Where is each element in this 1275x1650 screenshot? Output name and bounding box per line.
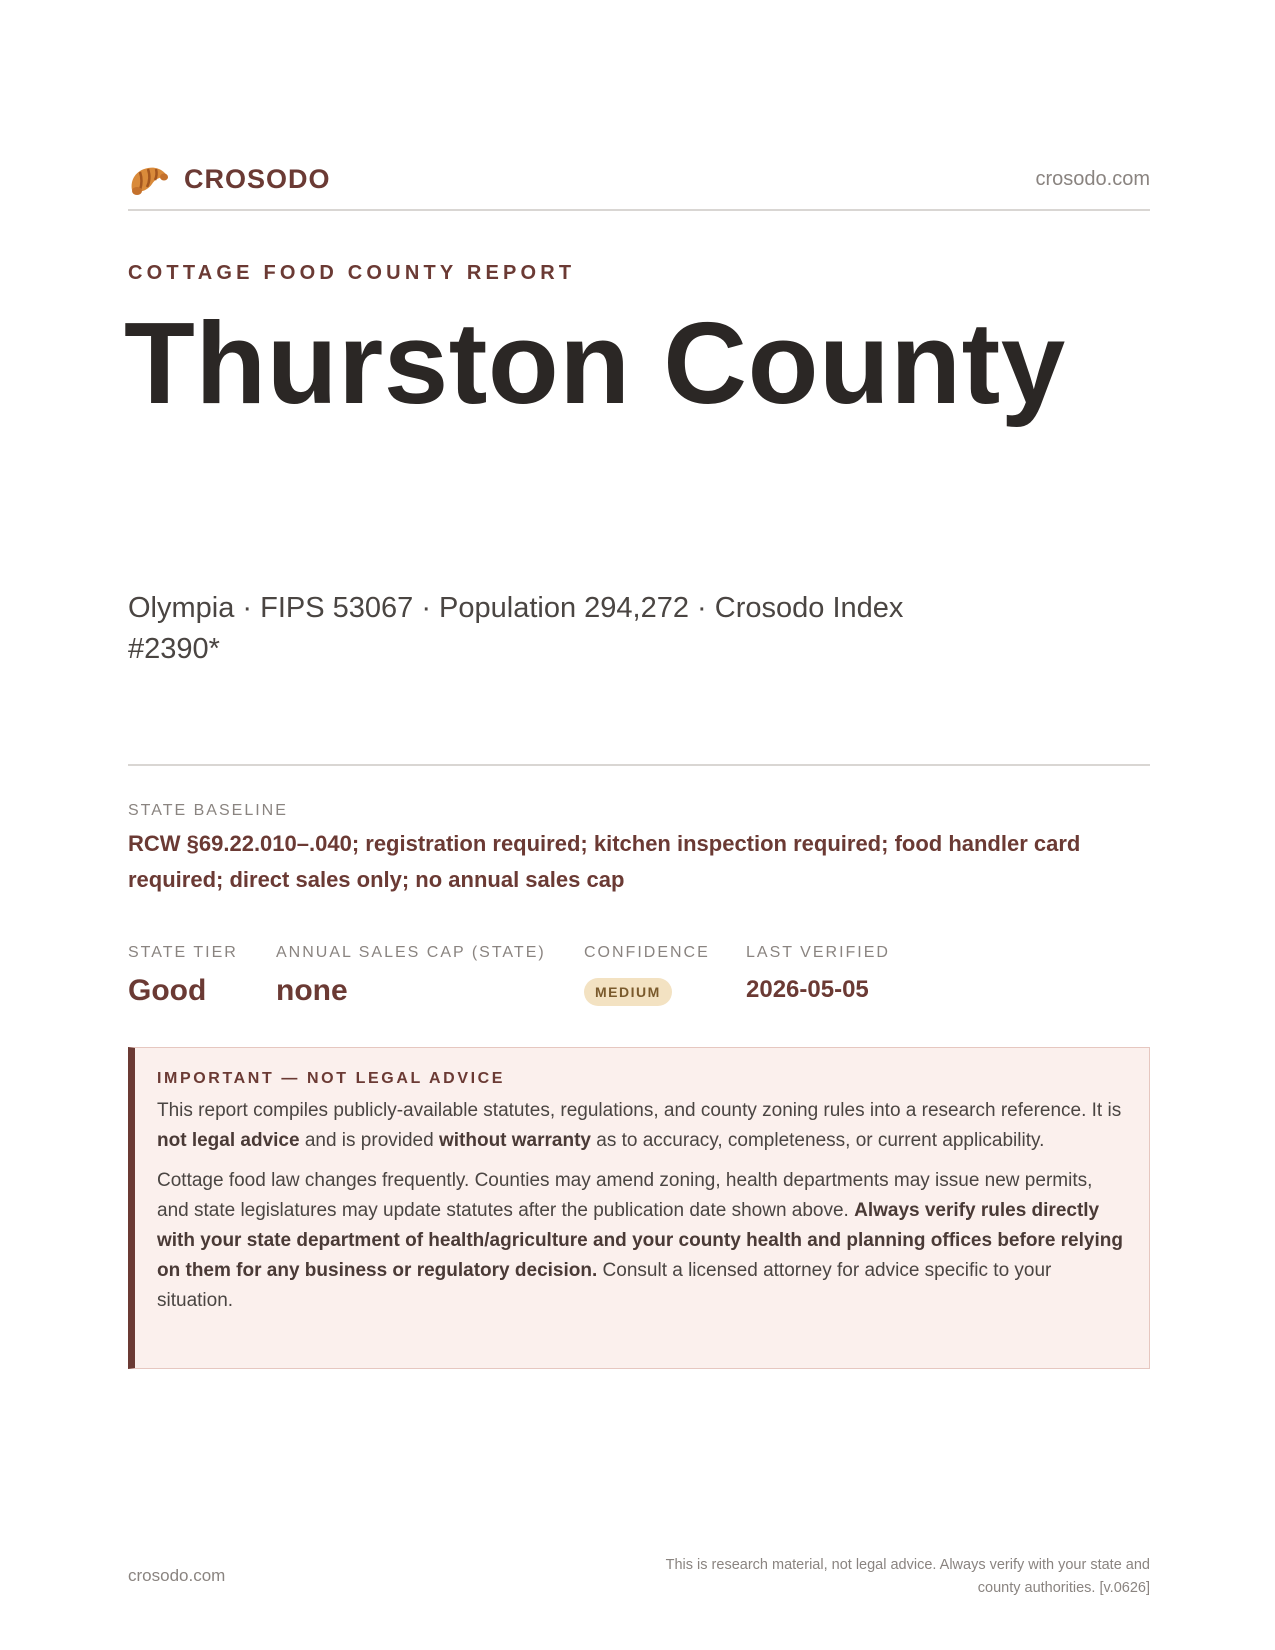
section-divider <box>128 764 1150 766</box>
legal-notice <box>128 1047 1150 1369</box>
footer-disclaimer: This is research material, not legal advice. Always verify with your state and county authorities. [v.0626] <box>665 1557 1150 1596</box>
stat-value: 2026-05-05 <box>746 976 869 1003</box>
brand-name: CROSODO <box>184 164 331 194</box>
notice-text: Cottage food law changes frequently. Counties may amend zoning, health departments may issue new permits, and state legislatures may update statutes after the publication date shown above. <box>157 1170 1093 1221</box>
stat-sales-cap <box>276 944 546 1008</box>
croissant-icon <box>128 162 170 198</box>
notice-emphasis: not legal advice <box>157 1130 300 1151</box>
notice-text: and is provided <box>299 1130 439 1151</box>
notice-paragraph-2 <box>157 1166 1125 1316</box>
stat-label: CONFIDENCE <box>584 944 710 961</box>
notice-text: Consult a licensed attorney for advice specific to your situation. <box>157 1260 1052 1311</box>
stat-value: none <box>276 974 348 1007</box>
header-divider <box>128 209 1150 211</box>
page-title: Thurston County <box>124 298 1066 428</box>
stat-state-tier <box>128 944 238 1008</box>
stat-label: ANNUAL SALES CAP (STATE) <box>276 944 546 961</box>
stat-last-verified <box>746 944 890 1004</box>
report-eyebrow: COTTAGE FOOD COUNTY REPORT <box>128 262 576 284</box>
baseline-label: STATE BASELINE <box>128 802 288 819</box>
site-url[interactable]: crosodo.com <box>1035 168 1150 190</box>
notice-paragraph-1 <box>157 1096 1125 1156</box>
confidence-badge: MEDIUM <box>584 978 672 1006</box>
notice-emphasis: Always verify rules directly with your state department of health/agriculture and your county health and planning offices before relying on them for any business or regulatory decision. <box>157 1200 1123 1281</box>
stat-value: Good <box>128 974 207 1007</box>
stat-confidence <box>584 944 710 1006</box>
notice-text: as to accuracy, completeness, or current applicability. <box>590 1130 1045 1151</box>
notice-title: IMPORTANT — NOT LEGAL ADVICE <box>157 1070 506 1087</box>
baseline-text: RCW §69.22.010–.040; registration required; kitchen inspection required; food handler card required; direct sales only; no annual sales cap <box>128 831 1081 892</box>
notice-emphasis: without warranty <box>438 1130 591 1151</box>
report-page <box>124 0 1150 1650</box>
footer-site[interactable]: crosodo.com <box>128 1566 226 1585</box>
stat-label: STATE TIER <box>128 944 238 961</box>
stat-label: LAST VERIFIED <box>746 944 890 961</box>
county-subtitle: Olympia · FIPS 53067 · Population 294,272 · Crosodo Index #2390* <box>128 592 904 665</box>
header <box>128 158 1150 204</box>
notice-text: This report compiles publicly-available statutes, regulations, and county zoning rules into a research reference. It is <box>157 1100 1122 1121</box>
